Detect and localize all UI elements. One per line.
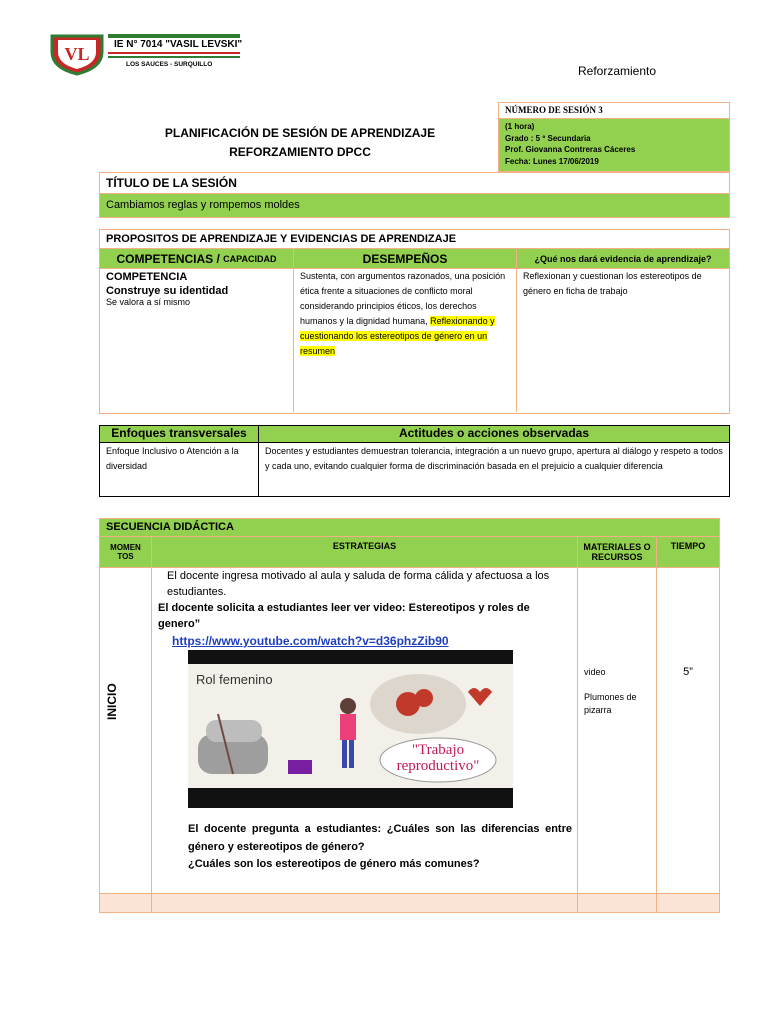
footer-cell [657,894,719,912]
video-link[interactable]: https://www.youtube.com/watch?v=d36phzZib90 [172,634,449,648]
col-competencias [100,249,294,268]
purposes-heading: PROPOSITOS DE APRENDIZAJE Y EVIDENCIAS DE APRENDIZAJE [100,230,729,249]
header-label: Reforzamiento [578,64,657,78]
materials-cell [578,568,657,893]
desempeno-cell [294,269,517,412]
school-place: LOS SAUCES - SURQUILLO [126,61,213,68]
session-box [498,102,730,172]
col-momentos: MOMEN TOS [100,537,152,567]
session-date: Fecha: Lunes 17/06/2019 [505,156,599,166]
question-2: ¿Cuáles son los estereotipos de género más comunes? [188,858,480,870]
logo-bar [108,56,240,58]
session-title-value: Cambiamos reglas y rompemos moldes [100,194,729,217]
material-plumones: Plumones de pizarra [584,692,637,715]
video-title: Rol femenino [196,672,273,687]
time-cell: 5” [683,666,693,678]
session-number: NÚMERO DE SESIÓN 3 [499,103,729,119]
svg-text:VL: VL [64,44,90,64]
sequence-footer-row [100,894,719,912]
strategy-2: El docente solicita a estudiantes leer ver video: Estereotipos y roles de genero” [158,602,530,630]
moment-cell [100,568,152,893]
purposes-body-row [100,269,729,412]
logo-bar [108,52,240,54]
footer-cell [578,894,657,912]
school-name: IE N° 7014 "VASIL LEVSKI" [114,39,243,50]
session-title-box [99,172,730,218]
col-estrategias: ESTRATEGIAS [152,537,578,567]
session-grade: Grado : 5 º Secundaria [505,133,591,143]
page-title-line2: REFORZAMIENTO DPCC [229,145,371,159]
sequence-title: SECUENCIA DIDÁCTICA [100,519,719,537]
col-tiempo: TIEMPO [670,541,706,551]
footer-cell [152,894,578,912]
enfoques-body-row [100,443,729,496]
purposes-table [99,229,730,414]
footer-cell [100,894,152,912]
video-thumbnail[interactable] [188,650,513,808]
session-info [499,119,729,171]
logo-bar [108,34,240,38]
col-materiales: MATERIALES O RECURSOS [578,537,657,567]
sequence-header-row [100,537,719,568]
strategy-1: El docente ingresa motivado al aula y saluda de forma cálida y afectuosa a los estudiantes. [167,570,550,598]
enfoques-table [99,425,730,497]
school-logo [48,30,106,76]
enfoques-header-row [100,426,729,443]
evidence-cell: Reflexionan y cuestionan los estereotipos de género en ficha de trabajo [523,271,702,296]
material-video: video [584,667,606,677]
enfoque-text: Enfoque Inclusivo o Atención a la diversidad [100,443,259,496]
page-title [150,124,450,162]
session-duration: (1 hora) [505,122,535,131]
purposes-header-row [100,249,729,269]
capacidad-text: Se valora a sí mismo [106,297,191,307]
video-caption: "Trabajo reproductivo" [396,742,480,774]
col-capacidad-label: CAPACIDAD [223,253,277,264]
col-competencias-label: COMPETENCIAS / [116,251,220,266]
col-evidencia: ¿Qué nos dará evidencia de aprendizaje? [534,253,712,264]
col-enfoques: Enfoques transversales [100,426,259,442]
competencia-label: COMPETENCIA [106,271,188,283]
session-title-label: TÍTULO DE LA SESIÓN [100,173,729,194]
page-title-line1: PLANIFICACIÓN DE SESIÓN DE APRENDIZAJE [164,126,436,140]
session-teacher: Prof. Giovanna Contreras Cáceres [505,145,636,154]
question-1: El docente pregunta a estudiantes: ¿Cuáles son las diferencias entre género y estereotipos de género? [188,823,572,853]
col-actitudes: Actitudes o acciones observadas [398,426,590,440]
desempeno-highlight: Reflexionando y cuestionando los estereotipos de género en un resumen [300,316,495,356]
col-desempenos: DESEMPEÑOS [294,249,517,268]
video-image [188,664,513,788]
moment-inicio: INICIO [105,683,119,720]
desempeno-text: Sustenta, con argumentos razonados, una posición ética frente a situaciones de conflicto moral considerando principios éticos, los derechos humanos y la dignidad humana, [300,271,506,326]
actitudes-text: Docentes y estudiantes demuestran tolerancia, integración a un nuevo grupo, apertura al diálogo y respeto a todos y cada uno, evitando cualquier forma de discriminación basada en el prejuicio a cualquier diferencia [265,446,723,471]
competencia-name: Construye su identidad [106,285,229,297]
competencia-cell [100,269,294,412]
